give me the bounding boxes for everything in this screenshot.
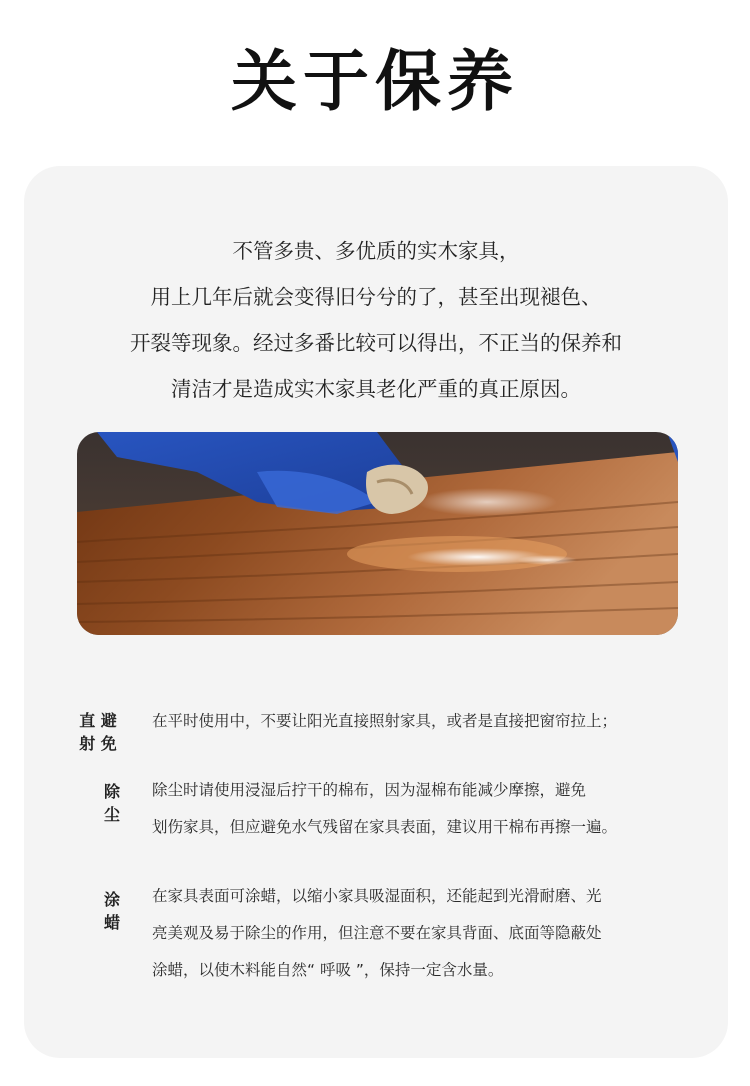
intro-line: 不管多贵、多优质的实木家具， (232, 239, 520, 263)
tip-text-line: 在家具表面可涂蜡，以缩小家具吸湿面积，还能起到光滑耐磨、光 (152, 887, 602, 905)
intro-paragraph (24, 228, 728, 412)
tip-label (100, 888, 124, 934)
tip-label (100, 780, 124, 826)
tip-label-line: 直 避 (79, 711, 117, 730)
tip-text-line: 在平时使用中，不要让阳光直接照射家具，或者是直接把窗帘拉上； (152, 712, 618, 730)
tip-text-line: 亮美观及易于除尘的作用，但注意不要在家具背面、底面等隐蔽处 (152, 924, 602, 942)
tip-text-line: 涂蜡，以使木料能自然“ 呼吸 ”，保持一定含水量。 (152, 961, 504, 979)
tip-label-line: 蜡 (103, 913, 120, 932)
tip-label-line: 除 (103, 782, 120, 801)
intro-line: 开裂等现象。经过多番比较可以得出，不正当的保养和 (130, 331, 622, 355)
tip-text (152, 772, 692, 846)
intro-line: 清洁才是造成实木家具老化严重的真正原因。 (171, 377, 581, 401)
tip-text (152, 878, 692, 989)
tip-text-line: 除尘时请使用浸湿后拧干的棉布，因为湿棉布能减少摩擦，避免 (152, 781, 587, 799)
tip-text-line: 划伤家具，但应避免水气残留在家具表面，建议用干棉布再擦一遍。 (152, 818, 618, 836)
tip-text (152, 703, 692, 740)
intro-line: 用上几年后就会变得旧兮兮的了，甚至出现褪色、 (150, 285, 602, 309)
tip-label (72, 709, 124, 755)
tip-label-line: 尘 (103, 805, 120, 824)
care-card (24, 166, 728, 1058)
tip-label-line: 涂 (103, 890, 120, 909)
page-title: 关于保养 (231, 43, 519, 120)
tip-label-line: 射 免 (79, 734, 117, 753)
wood-polishing-photo (77, 432, 678, 635)
